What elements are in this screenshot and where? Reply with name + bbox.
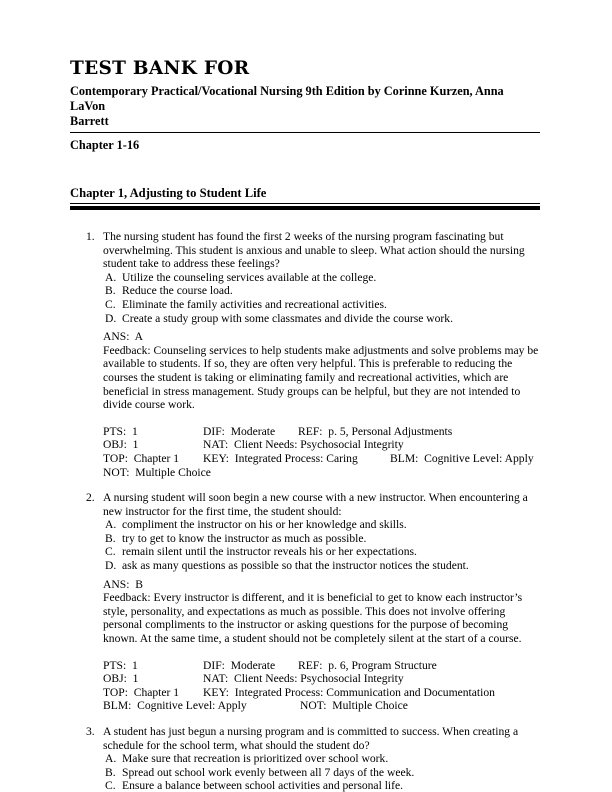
meta-block [103, 659, 540, 713]
meta-row [103, 438, 540, 452]
meta-item-nat: NAT: Client Needs: Psychosocial Integrity [203, 438, 404, 452]
questions-list [70, 230, 540, 792]
option-text: Spread out school work evenly between all 7 days of the week. [122, 765, 415, 779]
meta-item-pts: PTS: 1 [103, 658, 138, 672]
option-text: Ensure a balance between school activities and personal life. [122, 779, 404, 792]
doc-subtitle-line2: Barrett [70, 114, 109, 128]
chapter-range: Chapter 1-16 [70, 138, 140, 152]
meta-block [103, 425, 540, 479]
option-text: ask as many questions as possible so that the instructor notices the student. [122, 559, 469, 573]
options-list [103, 752, 540, 792]
option-letter: B. [105, 531, 116, 545]
section-heading-bar [70, 206, 540, 211]
option-text: Utilize the counseling services available at the college. [122, 270, 377, 284]
meta-item-pts: PTS: 1 [103, 424, 138, 438]
option-letter: D. [105, 559, 117, 573]
question-body [103, 491, 540, 713]
meta-row [103, 686, 540, 700]
doc-subtitle-line1: Contemporary Practical/Vocational Nursing 9th Edition by Corinne Kurzen, Anna LaVon [70, 84, 504, 113]
question-3 [70, 725, 540, 792]
meta-item-key: KEY: Integrated Process: Communication and Documentation [203, 685, 495, 699]
option-c [103, 779, 540, 792]
option-text: Reduce the course load. [122, 284, 233, 298]
question-number: 2. [86, 491, 95, 505]
header-rule [70, 132, 540, 133]
page-content [70, 58, 540, 792]
answer-line: ANS: B [103, 577, 143, 591]
section-heading: Chapter 1, Adjusting to Student Life [70, 186, 540, 204]
meta-row [103, 466, 540, 480]
meta-item-ref: REF: p. 6, Program Structure [298, 658, 437, 672]
option-b [103, 766, 540, 780]
meta-item-dif: DIF: Moderate [203, 658, 276, 672]
option-letter: A. [105, 270, 117, 284]
option-text: compliment the instructor on his or her knowledge and skills. [122, 518, 407, 532]
meta-row [103, 659, 540, 673]
option-c [103, 545, 540, 559]
option-b [103, 532, 540, 546]
option-a [103, 271, 540, 285]
answer-line: ANS: A [103, 330, 143, 344]
option-letter: C. [105, 545, 116, 559]
option-d [103, 312, 540, 326]
meta-item-obj: OBJ: 1 [103, 438, 139, 452]
meta-item-not: NOT: Multiple Choice [103, 465, 211, 479]
option-text: Make sure that recreation is prioritized over school work. [122, 752, 389, 766]
meta-row [103, 699, 540, 713]
meta-item-dif: DIF: Moderate [203, 424, 276, 438]
option-d [103, 559, 540, 573]
question-1 [70, 230, 540, 479]
meta-row [103, 672, 540, 686]
option-a [103, 518, 540, 532]
document-header [70, 58, 540, 153]
option-letter: C. [105, 297, 116, 311]
meta-item-obj: OBJ: 1 [103, 672, 139, 686]
meta-item-top: TOP: Chapter 1 [103, 685, 180, 699]
question-text: A student has just begun a nursing program and is committed to success. When creating a schedule for the school term, what should the student do? [103, 725, 519, 752]
question-number: 3. [86, 725, 95, 738]
doc-title: TEST BANK FOR [70, 58, 250, 79]
question-body [103, 725, 540, 792]
option-letter: B. [105, 765, 116, 779]
option-c [103, 298, 540, 312]
question-2 [70, 491, 540, 713]
question-text: The nursing student has found the first 2 weeks of the nursing program fascinating but overwhelming. This student is anxious and unable to sleep. What action should the nursing student take to address these feelings? [103, 230, 525, 271]
meta-row [103, 425, 540, 439]
option-letter: D. [105, 311, 117, 325]
option-letter: A. [105, 518, 117, 532]
meta-item-not: NOT: Multiple Choice [300, 699, 408, 713]
question-number: 1. [86, 230, 95, 243]
option-text: Eliminate the family activities and recreational activities. [122, 297, 387, 311]
meta-item-blm: BLM: Cognitive Level: Apply [390, 451, 534, 465]
meta-item-ref: REF: p. 5, Personal Adjustments [298, 424, 453, 438]
doc-subtitle [70, 84, 540, 129]
option-b [103, 284, 540, 298]
option-letter: C. [105, 779, 116, 792]
option-letter: B. [105, 284, 116, 298]
feedback-text: Feedback: Counseling services to help students make adjustments and solve problems may be available to students. If so, they are often very helpful. This is preferable to reducing the courses the student is taking or eliminating family and recreational activities, which are beneficial in stress management. Study groups can be helpful, but they are not intended to divide course work. [103, 343, 539, 412]
option-text: remain silent until the instructor reveals his or her expectations. [122, 545, 417, 559]
options-list [103, 271, 540, 325]
feedback-text: Feedback: Every instructor is different, and it is beneficial to get to know each instructor’s style, personality, and expectations as much as possible. This does not involve offering personal compliments to the instructor or asking questions for the purpose of becoming known. At the same time, a student should not be completely silent at the start of a course. [103, 591, 523, 646]
question-body [103, 230, 540, 479]
meta-item-nat: NAT: Client Needs: Psychosocial Integrity [203, 672, 404, 686]
section-heading-wrap [70, 186, 540, 210]
option-text: Create a study group with some classmates and divide the course work. [122, 311, 453, 325]
meta-item-top: TOP: Chapter 1 [103, 451, 180, 465]
question-text: A nursing student will soon begin a new course with a new instructor. When encountering a new instructor for the first time, the student should: [103, 491, 528, 518]
meta-item-key: KEY: Integrated Process: Caring [203, 451, 358, 465]
option-letter: A. [105, 752, 117, 766]
meta-row [103, 452, 540, 466]
options-list [103, 518, 540, 572]
option-text: try to get to know the instructor as much as possible. [122, 531, 367, 545]
option-a [103, 752, 540, 766]
meta-item-blm: BLM: Cognitive Level: Apply [103, 699, 247, 713]
